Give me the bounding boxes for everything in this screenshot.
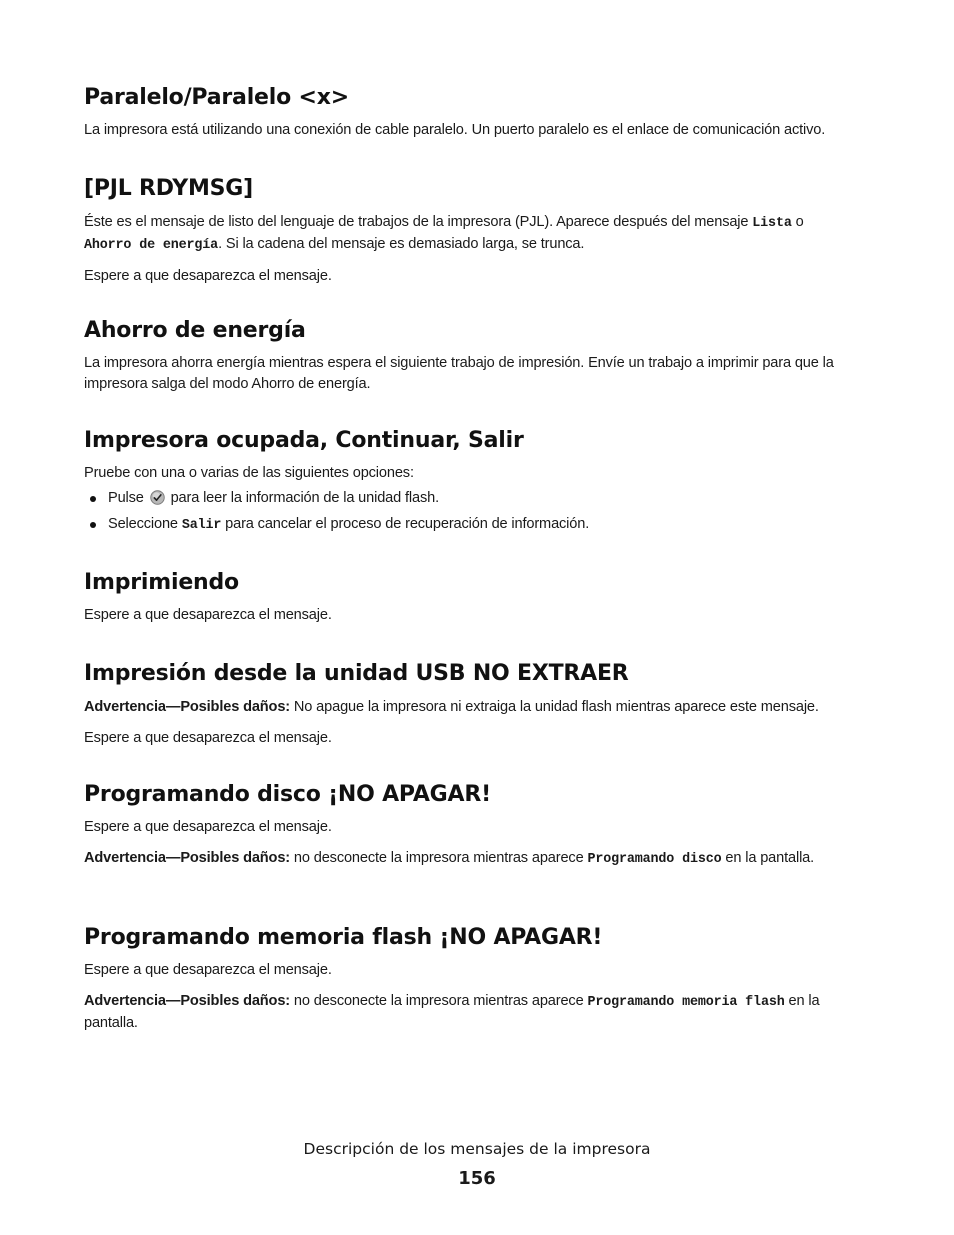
section-programando-disco xyxy=(84,782,874,870)
paragraph: Éste es el mensaje de listo del lenguaje de trabajos de la impresora (PJL). Aparece después del mensaje Lista o Ahorro de energía. Si la cadena del mensaje es demasiado larga, se trunca. xyxy=(84,214,804,253)
section-heading: Programando disco ¡NO APAGAR! xyxy=(84,782,491,807)
paragraph: Espere a que desaparezca el mensaje. xyxy=(84,268,332,284)
paragraph: Espere a que desaparezca el mensaje. xyxy=(84,607,332,623)
paragraph: Espere a que desaparezca el mensaje. xyxy=(84,730,332,746)
section-imprimiendo xyxy=(84,570,874,626)
bullet-icon xyxy=(90,522,96,528)
section-ahorro-energia xyxy=(84,318,874,395)
section-heading: [PJL RDYMSG] xyxy=(84,176,254,201)
paragraph: Espere a que desaparezca el mensaje. xyxy=(84,962,332,978)
section-heading: Programando memoria flash ¡NO APAGAR! xyxy=(84,925,603,950)
bullet-icon xyxy=(90,496,96,502)
page-number: 156 xyxy=(458,1168,496,1189)
warning-label: Advertencia—Posibles daños: xyxy=(84,993,290,1009)
checkmark-button-icon xyxy=(150,490,165,505)
warning-paragraph: Advertencia—Posibles daños: no desconecte la impresora mientras aparece Programando disco en la pantalla. xyxy=(84,850,815,867)
section-impresion-usb xyxy=(84,661,874,749)
code-programando-memoria-flash: Programando memoria flash xyxy=(587,995,785,1010)
list-item: Pulse para leer la información de la unidad flash. xyxy=(84,488,874,509)
section-pjl-rdymsg xyxy=(84,176,874,287)
code-lista: Lista xyxy=(752,216,792,231)
footer-title: Descripción de los mensajes de la impresora xyxy=(303,1140,651,1158)
section-programando-flash xyxy=(84,925,874,1034)
warning-label: Advertencia—Posibles daños: xyxy=(84,850,290,866)
section-heading: Paralelo/Paralelo <x> xyxy=(84,85,349,110)
paragraph: Pruebe con una o varias de las siguientes opciones: xyxy=(84,465,414,481)
list-item: Seleccione Salir para cancelar el proceso de recuperación de información. xyxy=(84,514,874,536)
section-heading: Impresión desde la unidad USB NO EXTRAER xyxy=(84,661,629,686)
code-ahorro: Ahorro de energía xyxy=(84,238,219,253)
paragraph: Espere a que desaparezca el mensaje. xyxy=(84,819,332,835)
code-programando-disco: Programando disco xyxy=(587,852,722,867)
section-heading: Ahorro de energía xyxy=(84,318,306,343)
warning-paragraph: Advertencia—Posibles daños: no desconecte la impresora mientras aparece Programando memoria flash en la pantalla. xyxy=(84,993,820,1031)
section-heading: Imprimiendo xyxy=(84,570,239,595)
section-heading: Impresora ocupada, Continuar, Salir xyxy=(84,428,524,453)
section-impresora-ocupada xyxy=(84,428,874,536)
paragraph: La impresora ahorra energía mientras espera el siguiente trabajo de impresión. Envíe un trabajo a imprimir para que la impresora salga del modo Ahorro de energía. xyxy=(84,355,834,392)
options-list xyxy=(84,488,874,536)
paragraph: La impresora está utilizando una conexión de cable paralelo. Un puerto paralelo es el enlace de comunicación activo. xyxy=(84,122,826,138)
code-salir: Salir xyxy=(181,518,222,533)
warning-paragraph: Advertencia—Posibles daños: No apague la impresora ni extraiga la unidad flash mientras aparece este mensaje. xyxy=(84,699,819,715)
warning-label: Advertencia—Posibles daños: xyxy=(84,699,290,715)
section-paralelo xyxy=(84,85,874,141)
